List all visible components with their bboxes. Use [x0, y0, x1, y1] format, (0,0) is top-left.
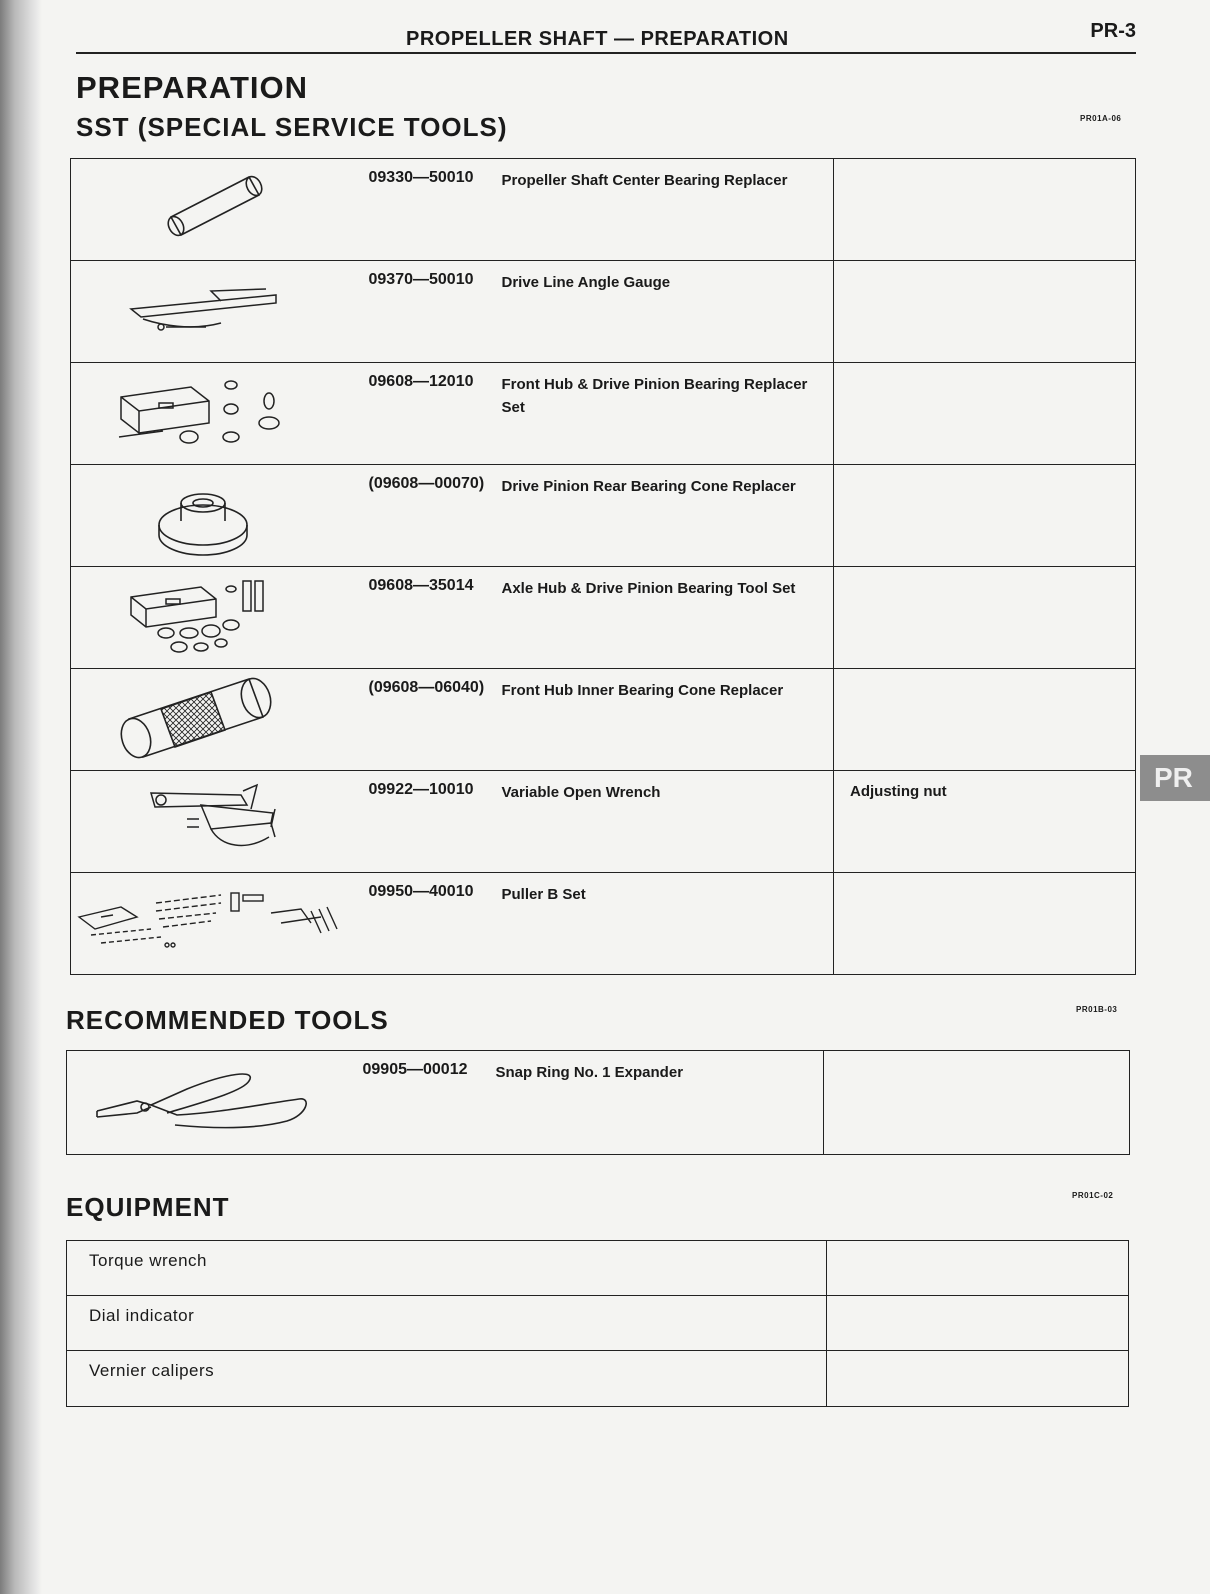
- equipment-note: [827, 1241, 1129, 1296]
- bearing-ring-icon: [71, 465, 369, 565]
- table-row: [71, 669, 1136, 771]
- part-name: Snap Ring No. 1 Expander: [496, 1051, 824, 1155]
- table-row: [71, 465, 1136, 567]
- tool-image-cell: [71, 771, 369, 873]
- book-binding-shadow: [0, 0, 42, 1594]
- pliers-icon: [67, 1051, 363, 1155]
- table-row: [71, 261, 1136, 363]
- part-name: Drive Pinion Rear Bearing Cone Replacer: [502, 465, 834, 567]
- cylinder-bar-icon: [71, 159, 369, 259]
- part-number: 09905—00012: [363, 1051, 496, 1155]
- puller-set-icon: [71, 873, 369, 973]
- section-heading-recommended: RECOMMENDED TOOLS: [66, 1005, 389, 1035]
- table-row: [67, 1351, 1129, 1407]
- section-code: PR01A-06: [1080, 114, 1122, 123]
- part-name: Axle Hub & Drive Pinion Bearing Tool Set: [502, 567, 834, 669]
- table-row: [71, 873, 1136, 975]
- equipment-note: [827, 1351, 1129, 1407]
- part-number: (09608—06040): [369, 669, 502, 771]
- equipment-table: [66, 1240, 1129, 1407]
- part-note: [824, 1051, 1130, 1155]
- section-code: PR01B-03: [1076, 1005, 1118, 1014]
- angle-gauge-icon: [71, 261, 369, 361]
- part-number: 09608—35014: [369, 567, 502, 669]
- part-name: Front Hub Inner Bearing Cone Replacer: [502, 669, 834, 771]
- part-name: Propeller Shaft Center Bearing Replacer: [502, 159, 834, 261]
- part-note: [834, 363, 1136, 465]
- tool-image-cell: [71, 873, 369, 975]
- part-number: 09950—40010: [369, 873, 502, 975]
- part-name: Front Hub & Drive Pinion Bearing Replacer Set: [502, 363, 834, 465]
- subheading-sst: SST (SPECIAL SERVICE TOOLS): [76, 112, 508, 142]
- running-header-title: PROPELLER SHAFT — PREPARATION: [406, 28, 789, 50]
- table-row: [67, 1051, 1130, 1155]
- running-header: [76, 20, 1136, 56]
- table-row: [67, 1296, 1129, 1351]
- tool-image-cell: [71, 261, 369, 363]
- part-name: Drive Line Angle Gauge: [502, 261, 834, 363]
- knurled-cylinder-icon: [71, 669, 369, 769]
- toolcase-set-icon: [71, 567, 369, 667]
- table-row: [71, 567, 1136, 669]
- part-note: [834, 669, 1136, 771]
- tool-image-cell: [71, 669, 369, 771]
- part-note: [834, 261, 1136, 363]
- part-note: [834, 567, 1136, 669]
- part-number: 09370—50010: [369, 261, 502, 363]
- tool-image-cell: [71, 465, 369, 567]
- section-side-tab: PR: [1140, 755, 1210, 801]
- part-name: Variable Open Wrench: [502, 771, 834, 873]
- tool-image-cell: [71, 567, 369, 669]
- part-number: (09608—00070): [369, 465, 502, 567]
- tool-image-cell: [71, 159, 369, 261]
- table-row: [71, 363, 1136, 465]
- section-heading-equipment: EQUIPMENT: [66, 1192, 230, 1222]
- part-number: 09330—50010: [369, 159, 502, 261]
- equipment-note: [827, 1296, 1129, 1351]
- part-note: [834, 873, 1136, 975]
- tool-image-cell: [71, 363, 369, 465]
- table-row: [71, 771, 1136, 873]
- part-note: [834, 159, 1136, 261]
- part-name: Puller B Set: [502, 873, 834, 975]
- tool-image-cell: [67, 1051, 363, 1155]
- page-number: PR-3: [1090, 20, 1136, 42]
- part-number: 09922—10010: [369, 771, 502, 873]
- table-row: [67, 1241, 1129, 1296]
- table-row: [71, 159, 1136, 261]
- equipment-name: Dial indicator: [67, 1296, 827, 1351]
- sst-table: [70, 158, 1136, 975]
- wrench-icon: [71, 771, 369, 871]
- equipment-name: Vernier calipers: [67, 1351, 827, 1407]
- section-heading-preparation: PREPARATION: [76, 70, 309, 105]
- equipment-name: Torque wrench: [67, 1241, 827, 1296]
- header-rule: [76, 52, 1136, 54]
- part-number: 09608—12010: [369, 363, 502, 465]
- toolcase-set-icon: [71, 363, 369, 463]
- part-note: Adjusting nut: [834, 771, 1136, 873]
- recommended-table: [66, 1050, 1130, 1155]
- part-note: [834, 465, 1136, 567]
- section-code: PR01C-02: [1072, 1191, 1114, 1200]
